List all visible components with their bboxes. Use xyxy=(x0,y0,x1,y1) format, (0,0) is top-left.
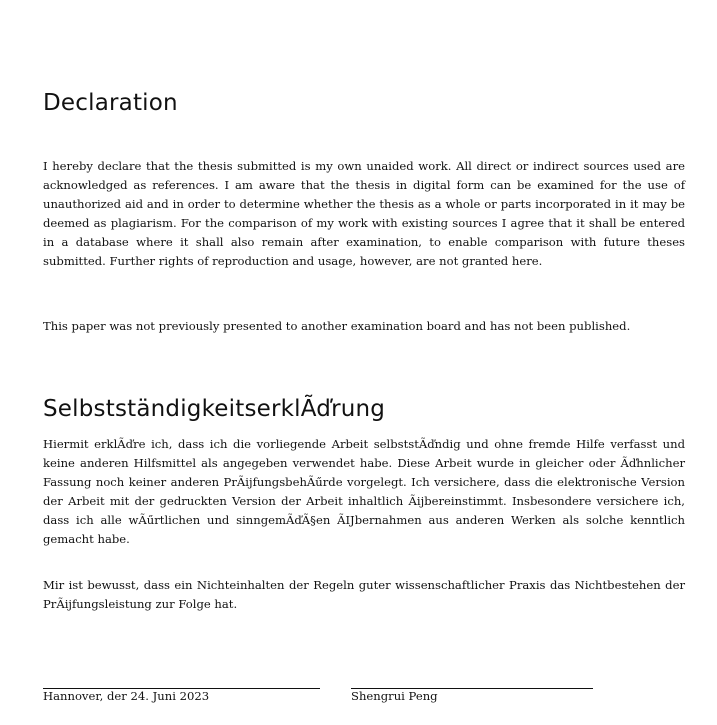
selbstaendigkeit-paragraph-2: Mir ist bewusst, dass ein Nichteinhalten der Regeln guter wissenschaftlicher Praxis das Nichtbestehen der PrÃijfungsleistung zur Folge hat. xyxy=(43,578,685,611)
place-date-label: Hannover, der 24. Juni 2023 xyxy=(43,689,210,703)
declaration-paragraph-2: This paper was not previously presented to another examination board and has not been published. xyxy=(43,319,631,333)
declaration-paragraph-1: I hereby declare that the thesis submitted is my own unaided work. All direct or indirect sources used are acknowledged as references. I am aware that the thesis in digital form can be examined for the use of unauthorized aid and in order to determine whether the thesis as a whole or parts incorporated in it may be deemed as plagiarism. For the comparison of my work with existing sources I agree that it shall be entered in a database where it shall also remain after examination, to enable comparison with future theses submitted. Further rights of reproduction and usage, however, are not granted here. xyxy=(43,159,685,268)
author-name-label: Shengrui Peng xyxy=(351,689,438,703)
selbstaendigkeit-heading: SelbstständigkeitserklÃďrung xyxy=(43,396,386,422)
declaration-heading: Declaration xyxy=(43,90,178,116)
selbstaendigkeit-paragraph-1: Hiermit erklÃďre ich, dass ich die vorliegende Arbeit selbststÃďndig und ohne fremde Hilfe verfasst und keine anderen Hilfsmittel als angegeben verwendet habe. Diese Arbeit wurde in gleicher oder Ãďhnlicher Fassung noch keiner anderen PrÃijfungsbehÃűrde vorgelegt. Ich versichere, dass die elektronische Version der Arbeit mit der gedruckten Version der Arbeit inhaltlich Ãijbereinstimmt. Insbesondere versichere ich, dass ich alle wÃűrtlichen und sinngemÃďÃ§en ÃIJbernahmen aus anderen Werken als solche kenntlich gemacht habe. xyxy=(43,437,685,546)
